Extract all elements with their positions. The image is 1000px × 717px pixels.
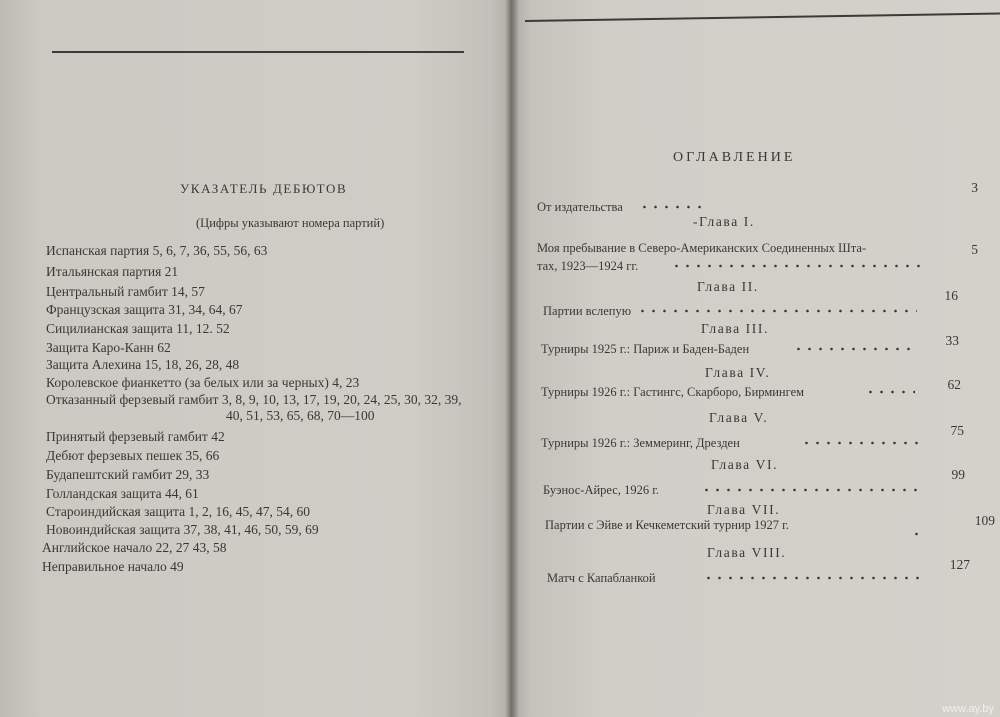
right-page [511, 0, 1000, 717]
index-entry: Неправильное начало 49 [42, 559, 184, 574]
contents-title: ОГЛАВЛЕНИЕ [673, 150, 796, 165]
toc-page-number: 62 [947, 377, 961, 392]
toc-chapter-line: Моя пребывание в Северо-Американских Соединенных Шта- [537, 241, 867, 255]
toc-leader-dots [793, 347, 913, 351]
toc-chapter-line: Турниры 1926 г.: Гастингс, Скарборо, Бирмингем [541, 385, 805, 399]
toc-page-number: 16 [944, 288, 958, 303]
toc-chapter-line: тах, 1923—1924 гг. [537, 259, 639, 273]
index-entry: Центральный гамбит 14, 57 [46, 284, 205, 299]
toc-chapter-line: Матч с Капабланкой [547, 571, 656, 585]
index-entry: Французская защита 31, 34, 64, 67 [46, 302, 243, 317]
toc-chapter-heading: -Глава I. [693, 214, 755, 229]
index-title: УКАЗАТЕЛЬ ДЕБЮТОВ [180, 181, 348, 196]
watermark: www.ay.by [942, 703, 994, 715]
toc-leader-dots [911, 532, 925, 536]
index-entry: Голландская защита 44, 61 [46, 486, 199, 501]
left-top-rule [52, 51, 464, 53]
toc-chapter-heading: Глава IV. [705, 365, 771, 380]
toc-chapter-line: Турниры 1925 г.: Париж и Баден-Баден [541, 342, 750, 356]
index-entry: Королевское фианкетто (за белых или за черных) 4, 23 [46, 375, 360, 390]
index-entry: Итальянская партия 21 [46, 264, 179, 279]
toc-page-number: 127 [949, 557, 970, 572]
toc-page-number: 75 [950, 423, 964, 438]
index-entry: Староиндийская защита 1, 2, 16, 45, 47, 54, 60 [46, 504, 310, 519]
index-entry: Отказанный ферзевый гамбит 3, 8, 9, 10, 13, 17, 19, 20, 24, 25, 30, 32, 39, [46, 392, 462, 407]
toc-chapter-heading: Глава V. [709, 410, 769, 425]
index-entry: Принятый ферзевый гамбит 42 [46, 429, 225, 444]
book-gutter [505, 0, 519, 717]
toc-chapter-line: Турниры 1926 г.: Земмеринг, Дрезден [541, 436, 740, 450]
toc-leader-dots [637, 309, 917, 313]
toc-leader-dots [639, 205, 709, 209]
toc-leader-dots [671, 264, 921, 268]
index-entry: Будапештский гамбит 29, 33 [46, 467, 210, 482]
index-entry: Защита Алехина 15, 18, 26, 28, 48 [46, 357, 240, 372]
index-note: (Цифры указывают номера партий) [196, 216, 385, 230]
index-entry: Сицилианская защита 11, 12. 52 [46, 321, 230, 336]
right-top-rule [525, 13, 1000, 22]
toc-chapter-heading: Глава VI. [711, 457, 779, 472]
toc-page-number: 109 [974, 513, 995, 528]
toc-page-number: 99 [951, 467, 965, 482]
toc-page-number: 5 [971, 242, 978, 257]
toc-chapter-heading: Глава II. [697, 279, 759, 294]
index-entry: Испанская партия 5, 6, 7, 36, 55, 56, 63 [46, 243, 268, 258]
index-entry-continuation: 40, 51, 53, 65, 68, 70—100 [226, 408, 375, 423]
toc-page-number: 3 [971, 180, 978, 195]
index-entry: Дебют ферзевых пешек 35, 66 [46, 448, 220, 463]
toc-chapter-heading: Глава VIII. [707, 545, 787, 560]
toc-chapter-line: Партии вслепую [543, 304, 632, 318]
toc-leader-dots [865, 390, 915, 394]
index-entry: Новоиндийская защита 37, 38, 41, 46, 50, 59, 69 [46, 522, 319, 537]
index-entry: Английское начало 22, 27 43, 58 [42, 540, 227, 555]
toc-chapter-line: Партии с Эйве и Кечкеметский турнир 1927 г. [545, 518, 789, 532]
toc-intro-label: От издательства [537, 200, 623, 214]
toc-leader-dots [703, 576, 923, 580]
toc-page-number: 33 [945, 333, 959, 348]
toc-chapter-line: Буэнос-Айрес, 1926 г. [543, 483, 660, 497]
toc-leader-dots [701, 488, 921, 492]
toc-leader-dots [801, 441, 921, 445]
toc-chapter-heading: Глава VII. [707, 502, 781, 517]
toc-chapter-heading: Глава III. [701, 321, 769, 336]
index-entry: Защита Каро-Канн 62 [46, 340, 171, 355]
